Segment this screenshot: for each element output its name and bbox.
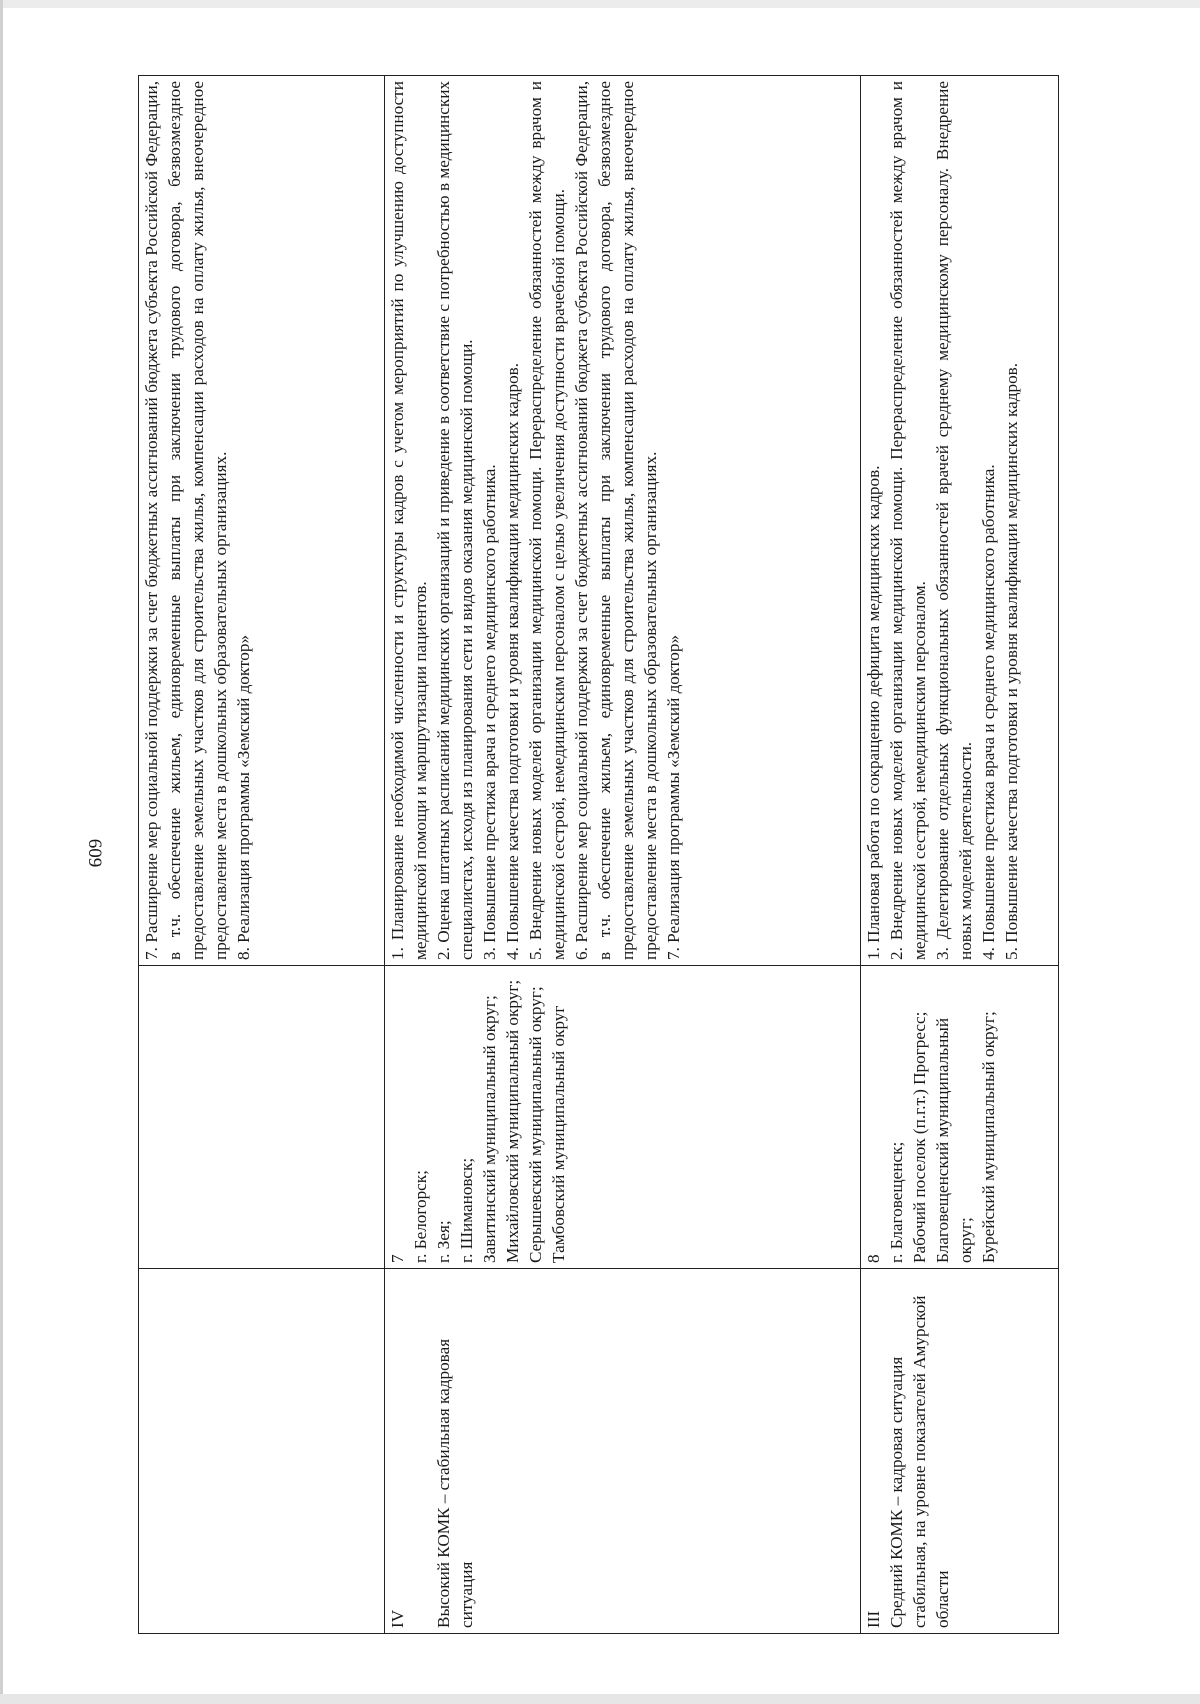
measure-item: 2. Оценка штатных расписаний медицинских организаций и приведение в соответствие с потребностью в медицинских специалистах, исходя из планирования сети и видов оказания медицинской помощи. xyxy=(434,81,476,960)
scan-edge-top xyxy=(0,0,1200,8)
level-label: III xyxy=(864,1610,883,1628)
district-item: г. Зея; xyxy=(434,1220,453,1263)
level-cell xyxy=(385,1269,861,1634)
measures-cell xyxy=(385,76,861,966)
measure-item: 3. Делегирование отдельных функциональных обязанностей врачей среднему медицинскому персоналу. Внедрение новых моделей деятельности. xyxy=(933,81,975,960)
measure-item: 8. Реализация программы «Земский доктор» xyxy=(234,634,253,960)
district-item: Бурейский муниципальный округ; xyxy=(979,1011,998,1263)
level-description: Средний КОМК – кадровая ситуация стабильная, на уровне показателей Амурской области xyxy=(887,1295,952,1628)
level-description: Высокий КОМК – стабильная кадровая ситуация xyxy=(434,1338,476,1628)
district-item: г. Благовещенск; xyxy=(887,1141,906,1263)
district-count: 7 xyxy=(388,1254,407,1263)
scan-edge-left xyxy=(0,0,3,1704)
district-item: Тамбовский муниципальный округ xyxy=(549,1005,568,1263)
measure-item: 1. Планирование необходимой численности и структуры кадров с учетом мероприятий по улучшению доступности медицинской помощи и маршрутизации пациентов. xyxy=(388,81,430,960)
page-number: 609 xyxy=(84,838,105,868)
measure-item: 6. Расширение мер социальной поддержки за счет бюджетных ассигнований бюджета субъекта Российской Федерации, в т.ч. обеспечение жильем, единовременные выплаты при заключении трудового договора, безвозмездное предоставление земельных участков для строительства жилья, компенсации расходов на оплату жилья, внеочередное предоставление места в дошкольных образовательных организациях. xyxy=(572,81,660,960)
measure-item: 7. Расширение мер социальной поддержки за счет бюджетных ассигнований бюджета субъекта Российской Федерации, в т.ч. обеспечение жильем, единовременные выплаты при заключении трудового договора, безвозмездное предоставление земельных участков для строительства жилья, компенсации расходов на оплату жилья, внеочередное предоставление места в дошкольных образовательных организациях. xyxy=(142,81,230,960)
table-row xyxy=(861,76,1059,1634)
measure-item: 4. Повышение качества подготовки и уровня квалификации медицинских кадров. xyxy=(503,362,522,960)
measures-cell xyxy=(861,76,1059,966)
level-cell xyxy=(139,1269,385,1634)
district-item: г. Шимановск; xyxy=(457,1157,476,1263)
district-item: Завитинский муниципальный округ; xyxy=(480,995,499,1263)
measures-cell xyxy=(139,76,385,966)
level-cell xyxy=(861,1269,1059,1634)
level-label: IV xyxy=(388,1609,407,1628)
district-item: Рабочий поселок (п.г.т.) Прогресс; xyxy=(910,1011,929,1263)
scan-edge-bottom xyxy=(0,1694,1200,1704)
measure-item: 2. Внедрение новых моделей организации медицинской помощи. Перераспределение обязанностей между врачом и медицинской сестрой, немедицинским персоналом. xyxy=(887,81,929,960)
district-count: 8 xyxy=(864,1254,883,1263)
measure-item: 1. Плановая работа по сокращению дефицита медицинских кадров. xyxy=(864,465,883,960)
table-row xyxy=(385,76,861,1634)
district-item: г. Белогорск; xyxy=(411,1170,430,1263)
measure-item: 4. Повышение престижа врача и среднего медицинского работника. xyxy=(979,464,998,960)
districts-cell xyxy=(139,966,385,1269)
measure-item: 5. Повышение качества подготовки и уровня квалификации медицинских кадров. xyxy=(1002,362,1021,960)
districts-cell xyxy=(861,966,1059,1269)
staffing-measures-table xyxy=(138,75,1059,1634)
district-item: Благовещенский муниципальный округ; xyxy=(933,1017,975,1263)
measure-item: 3. Повышение престижа врача и среднего медицинского работника. xyxy=(480,464,499,960)
rotated-page-content xyxy=(138,76,1058,1634)
measure-item: 5. Внедрение новых моделей организации медицинской помощи. Перераспределение обязанностей между врачом и медицинской сестрой, немедицинским персоналом с целью увеличения доступности врачебной помощи. xyxy=(526,81,568,960)
districts-cell xyxy=(385,966,861,1269)
table-row xyxy=(139,76,385,1634)
district-item: Михайловский муниципальный округ; xyxy=(503,979,522,1263)
district-item: Серышевский муниципальный округ; xyxy=(526,986,545,1263)
measure-item: 7. Реализация программы «Земский доктор» xyxy=(664,634,683,960)
